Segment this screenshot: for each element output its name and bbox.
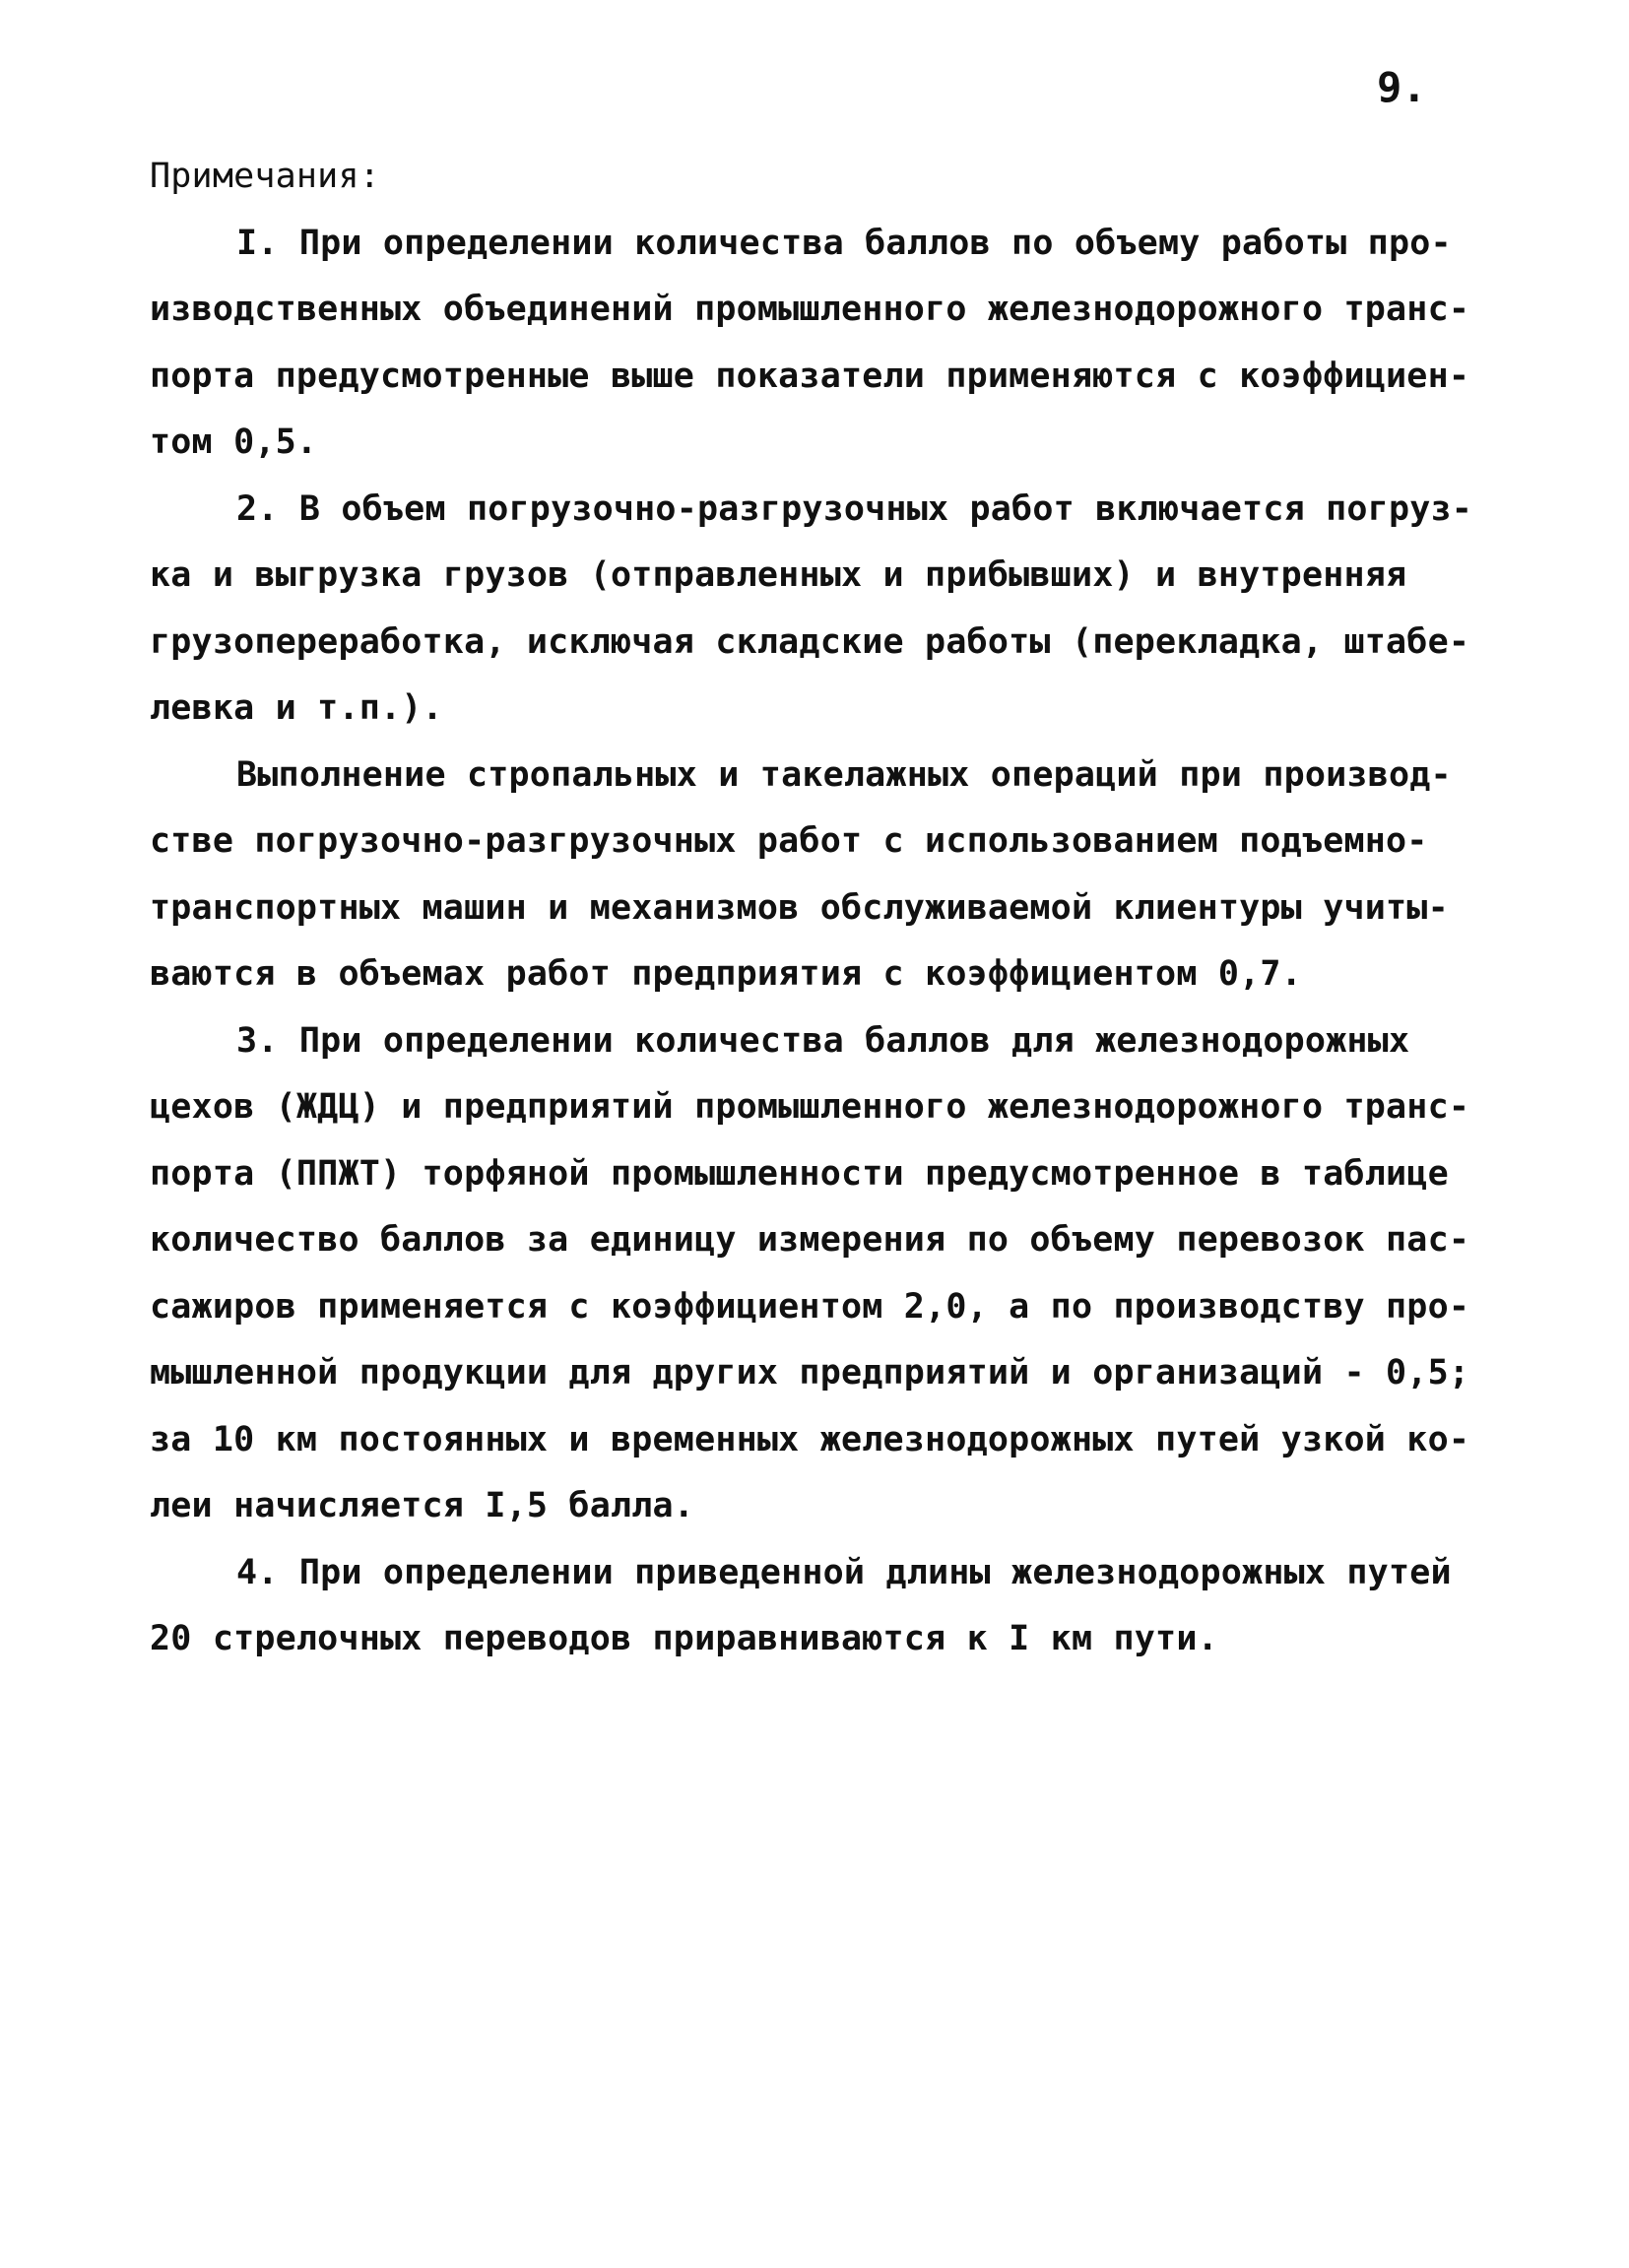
- note-paragraph-2: [150, 477, 1489, 743]
- note-paragraph-3: [150, 1008, 1489, 1540]
- text-line: грузопереработка, исключая складские работы (перекладка, штабе-: [150, 621, 1470, 662]
- notes-section: [150, 144, 1489, 1673]
- page-number: 9.: [1377, 63, 1427, 111]
- text-line: 4. При определении приведенной длины железнодорожных путей: [236, 1552, 1452, 1592]
- note-paragraph-2-continuation: [150, 743, 1489, 1008]
- note-paragraph-4: [150, 1540, 1489, 1673]
- text-line: 2. В объем погрузочно-разгрузочных работ включается погруз-: [236, 488, 1473, 529]
- text-line: изводственных объединений промышленного железнодорожного транс-: [150, 290, 1470, 329]
- text-line: ваются в объемах работ предприятия с коэффициентом 0,7.: [150, 954, 1302, 994]
- text-line: мышленной продукции для других предприятий и организаций - 0,5;: [150, 1353, 1470, 1393]
- text-line: Выполнение стропальных и такелажных операций при производ-: [236, 754, 1452, 795]
- text-line: порта предусмотренные выше показатели применяются с коэффициен-: [150, 356, 1470, 396]
- text-line: количество баллов за единицу измерения по объему перевозок пас-: [150, 1220, 1470, 1260]
- text-line: леи начисляется I,5 балла.: [150, 1486, 695, 1525]
- text-line: 20 стрелочных переводов приравниваются к I км пути.: [150, 1619, 1218, 1658]
- text-line: порта (ППЖТ) торфяной промышленности предусмотренное в таблице: [150, 1153, 1449, 1194]
- notes-heading: Примечания:: [150, 157, 380, 196]
- text-line: за 10 км постоянных и временных железнодорожных путей узкой ко-: [150, 1419, 1470, 1459]
- text-line: транспортных машин и механизмов обслуживаемой клиентуры учиты-: [150, 887, 1449, 928]
- text-line: том 0,5.: [150, 422, 318, 462]
- note-paragraph-1: [150, 211, 1489, 477]
- text-line: 3. При определении количества баллов для железнодорожных: [236, 1020, 1410, 1061]
- text-line: сажиров применяется с коэффициентом 2,0, а по производству про-: [150, 1286, 1470, 1327]
- text-line: цехов (ЖДЦ) и предприятий промышленного железнодорожного транс-: [150, 1087, 1470, 1127]
- text-line: левка и т.п.).: [150, 688, 443, 728]
- text-line: стве погрузочно-разгрузочных работ с использованием подъемно-: [150, 821, 1428, 861]
- text-line: ка и выгрузка грузов (отправленных и прибывших) и внутренняя: [150, 555, 1407, 595]
- text-line: I. При определении количества баллов по объему работы про-: [236, 223, 1452, 263]
